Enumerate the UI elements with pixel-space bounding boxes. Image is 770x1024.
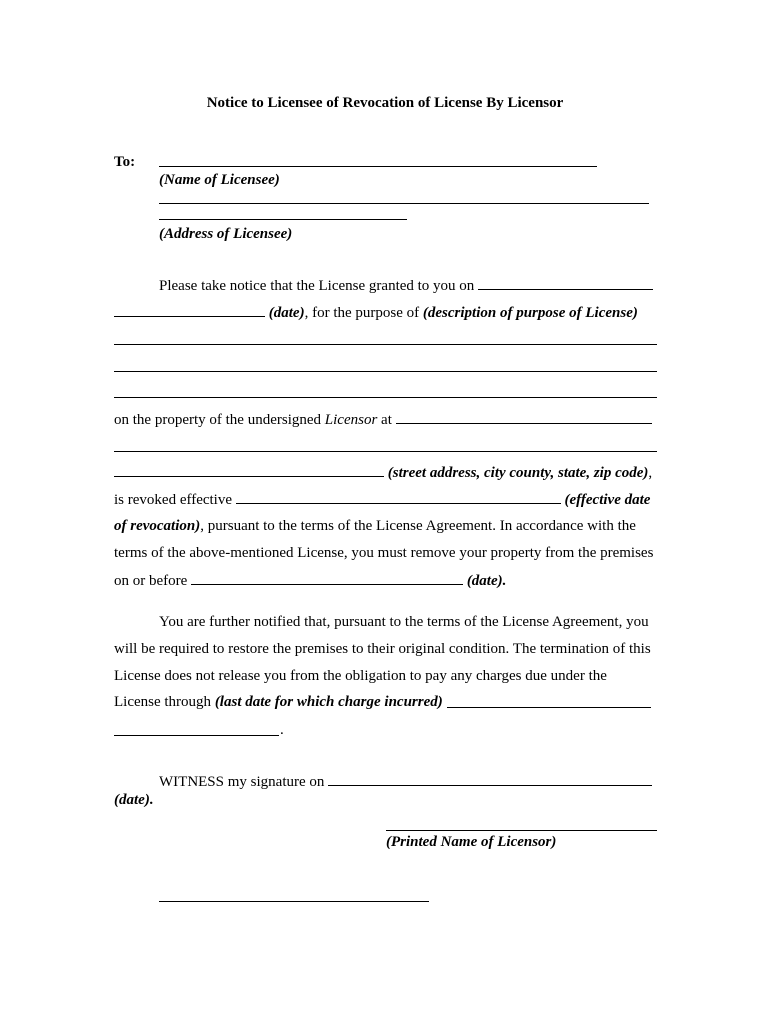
name-of-licensee-label: (Name of Licensee): [159, 172, 280, 188]
witness-date-label: (date).: [114, 792, 154, 808]
witness-line: [159, 772, 652, 791]
purpose-label: (description of purpose of License): [422, 305, 638, 321]
street-address-blank: [114, 463, 384, 477]
witness-text: WITNESS my signature on: [159, 774, 325, 790]
property-text: on the property of the undersigned: [114, 412, 322, 428]
purpose-blank-line-1: [114, 344, 657, 345]
witness-date-blank: [328, 772, 652, 786]
removal-date-label: (date).: [466, 573, 507, 589]
last-date-blank: [447, 707, 651, 708]
purpose-text: , for the purpose of: [304, 305, 420, 321]
further-notice-line-1: You are further notified that, pursuant to the terms of the License Agreement, you: [159, 614, 649, 630]
at-text: at: [381, 412, 392, 428]
property-address-blank: [396, 410, 652, 424]
street-comma: ,: [648, 465, 653, 481]
removal-date-blank: [191, 571, 463, 585]
licensee-address-line-1: [159, 203, 649, 204]
signature-line: [159, 901, 429, 902]
grant-date-blank-continued: [114, 303, 265, 317]
printed-name-label: (Printed Name of Licensor): [386, 834, 557, 850]
on-or-before-line: [114, 571, 506, 590]
of-revocation-label: of revocation): [114, 518, 201, 534]
licensee-name-line: [159, 166, 597, 167]
terms-line: terms of the above-mentioned License, you must remove your property from the premises: [114, 545, 654, 561]
period-mark: .: [280, 722, 284, 738]
licensor-word: Licensor: [324, 412, 378, 428]
license-through-line: [114, 693, 443, 711]
effective-date-label: (effective date: [564, 492, 651, 508]
licensee-address-line-2: [159, 219, 407, 220]
address-blank-line: [114, 451, 657, 452]
purpose-blank-line-3: [114, 397, 657, 398]
licensor-name-line: [386, 830, 657, 831]
revocation-text: , pursuant to the terms of the License Agreement. In accordance with the: [200, 518, 636, 534]
date-label: (date): [268, 305, 305, 321]
property-line: [114, 410, 652, 429]
purpose-line: [114, 303, 638, 322]
last-date-blank-continued: [114, 735, 279, 736]
to-label: To:: [114, 154, 136, 170]
on-or-before-text: on or before: [114, 573, 188, 589]
purpose-blank-line-2: [114, 371, 657, 372]
address-of-licensee-label: (Address of Licensee): [159, 226, 293, 242]
grant-date-blank: [478, 276, 653, 290]
revoked-text: is revoked effective: [114, 492, 233, 508]
notice-sentence-start: [159, 276, 653, 295]
street-address-line: [114, 463, 652, 482]
revoked-line: [114, 490, 650, 509]
revocation-line: [114, 517, 636, 535]
effective-date-blank: [236, 490, 561, 504]
further-notice-line-2: will be required to restore the premises to their original condition. The termination of this: [114, 641, 651, 657]
notice-text: Please take notice that the License granted to you on: [159, 278, 475, 294]
license-through-text: License through: [114, 694, 212, 710]
page-title: Notice to Licensee of Revocation of License By Licensor: [206, 95, 564, 111]
further-notice-line-3: License does not release you from the obligation to pay any charges due under the: [114, 668, 607, 684]
street-address-label: (street address, city county, state, zip code): [387, 465, 649, 481]
last-date-label: (last date for which charge incurred): [214, 694, 443, 710]
